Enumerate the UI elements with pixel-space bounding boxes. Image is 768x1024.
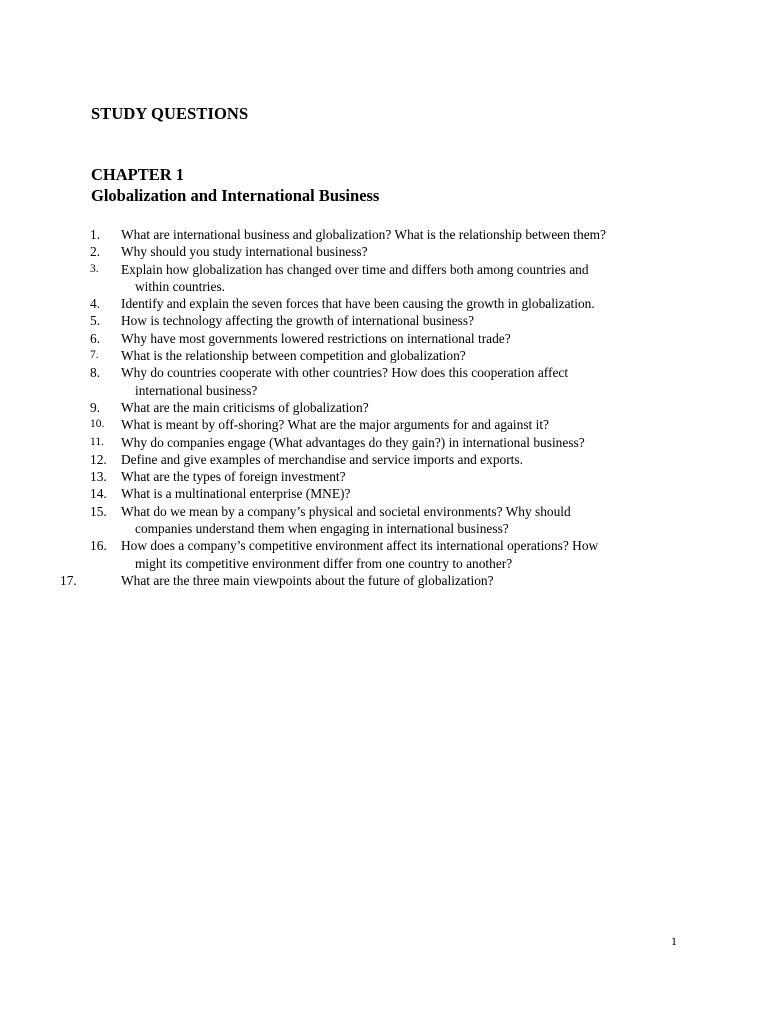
question-text: How does a company’s competitive environment affect its international operations? How [121, 538, 599, 554]
question-text-continuation: might its competitive environment differ from one country to another? [135, 555, 513, 571]
question-number: 4. [90, 296, 101, 312]
question-item [0, 572, 768, 589]
page-number: 1 [671, 934, 677, 948]
question-item [0, 399, 768, 416]
question-text: What is a multinational enterprise (MNE)? [121, 486, 351, 502]
question-text-continuation: within countries. [135, 278, 226, 294]
question-number: 5. [90, 313, 101, 329]
question-item [0, 243, 768, 260]
question-number: 1. [90, 227, 101, 242]
question-text: Why have most governments lowered restrictions on international trade? [121, 330, 511, 346]
question-item [0, 312, 768, 329]
question-item [0, 364, 768, 399]
question-item [0, 330, 768, 347]
question-text: What are the main criticisms of globalization? [121, 399, 369, 415]
question-item [0, 503, 768, 538]
question-number: 17. [60, 572, 77, 588]
question-text: What are the types of foreign investment? [121, 469, 346, 485]
question-number: 16. [90, 538, 107, 554]
question-item [0, 347, 768, 364]
question-text: What are the three main viewpoints about the future of globalization? [121, 572, 494, 588]
question-text: What is the relationship between competition and globalization? [121, 348, 466, 364]
document-heading: STUDY QUESTIONS [91, 104, 249, 123]
question-item [0, 226, 768, 243]
question-text: How is technology affecting the growth of international business? [121, 313, 475, 329]
question-item [0, 295, 768, 312]
chapter-title: Globalization and International Business [91, 186, 380, 205]
chapter-label: CHAPTER 1 [91, 165, 185, 184]
question-number: 8. [90, 365, 101, 381]
question-number: 15. [90, 503, 107, 519]
question-list [0, 226, 768, 589]
question-text: Identify and explain the seven forces that have been causing the growth in globalization. [121, 296, 595, 312]
question-item [0, 468, 768, 485]
question-item [0, 416, 768, 433]
question-item [0, 537, 768, 572]
question-text-continuation: international business? [135, 382, 258, 398]
question-number: 11. [90, 435, 104, 448]
question-text-continuation: companies understand them when engaging in international business? [135, 521, 509, 537]
question-text: Explain how globalization has changed over time and differs both among countries and [121, 261, 589, 277]
question-item [0, 261, 768, 296]
question-text: What do we mean by a company’s physical and societal environments? Why should [121, 503, 571, 519]
question-number: 7. [90, 349, 99, 362]
question-text: Why should you study international business? [121, 244, 368, 260]
question-item [0, 485, 768, 502]
question-text: What are international business and globalization? What is the relationship between them? [121, 227, 607, 242]
question-text: What is meant by off-shoring? What are the major arguments for and against it? [121, 417, 549, 433]
question-number: 12. [90, 451, 107, 467]
question-number: 3. [90, 262, 99, 275]
question-item [0, 434, 768, 451]
question-number: 9. [90, 399, 101, 415]
question-number: 6. [90, 330, 101, 346]
question-number: 14. [90, 486, 107, 502]
question-number: 2. [90, 244, 101, 260]
question-text: Define and give examples of merchandise and service imports and exports. [121, 451, 523, 467]
question-number: 10. [90, 418, 105, 431]
question-item [0, 451, 768, 468]
question-text: Why do countries cooperate with other countries? How does this cooperation affect [121, 365, 569, 381]
question-number: 13. [90, 469, 107, 485]
question-text: Why do companies engage (What advantages do they gain?) in international business? [121, 434, 585, 450]
